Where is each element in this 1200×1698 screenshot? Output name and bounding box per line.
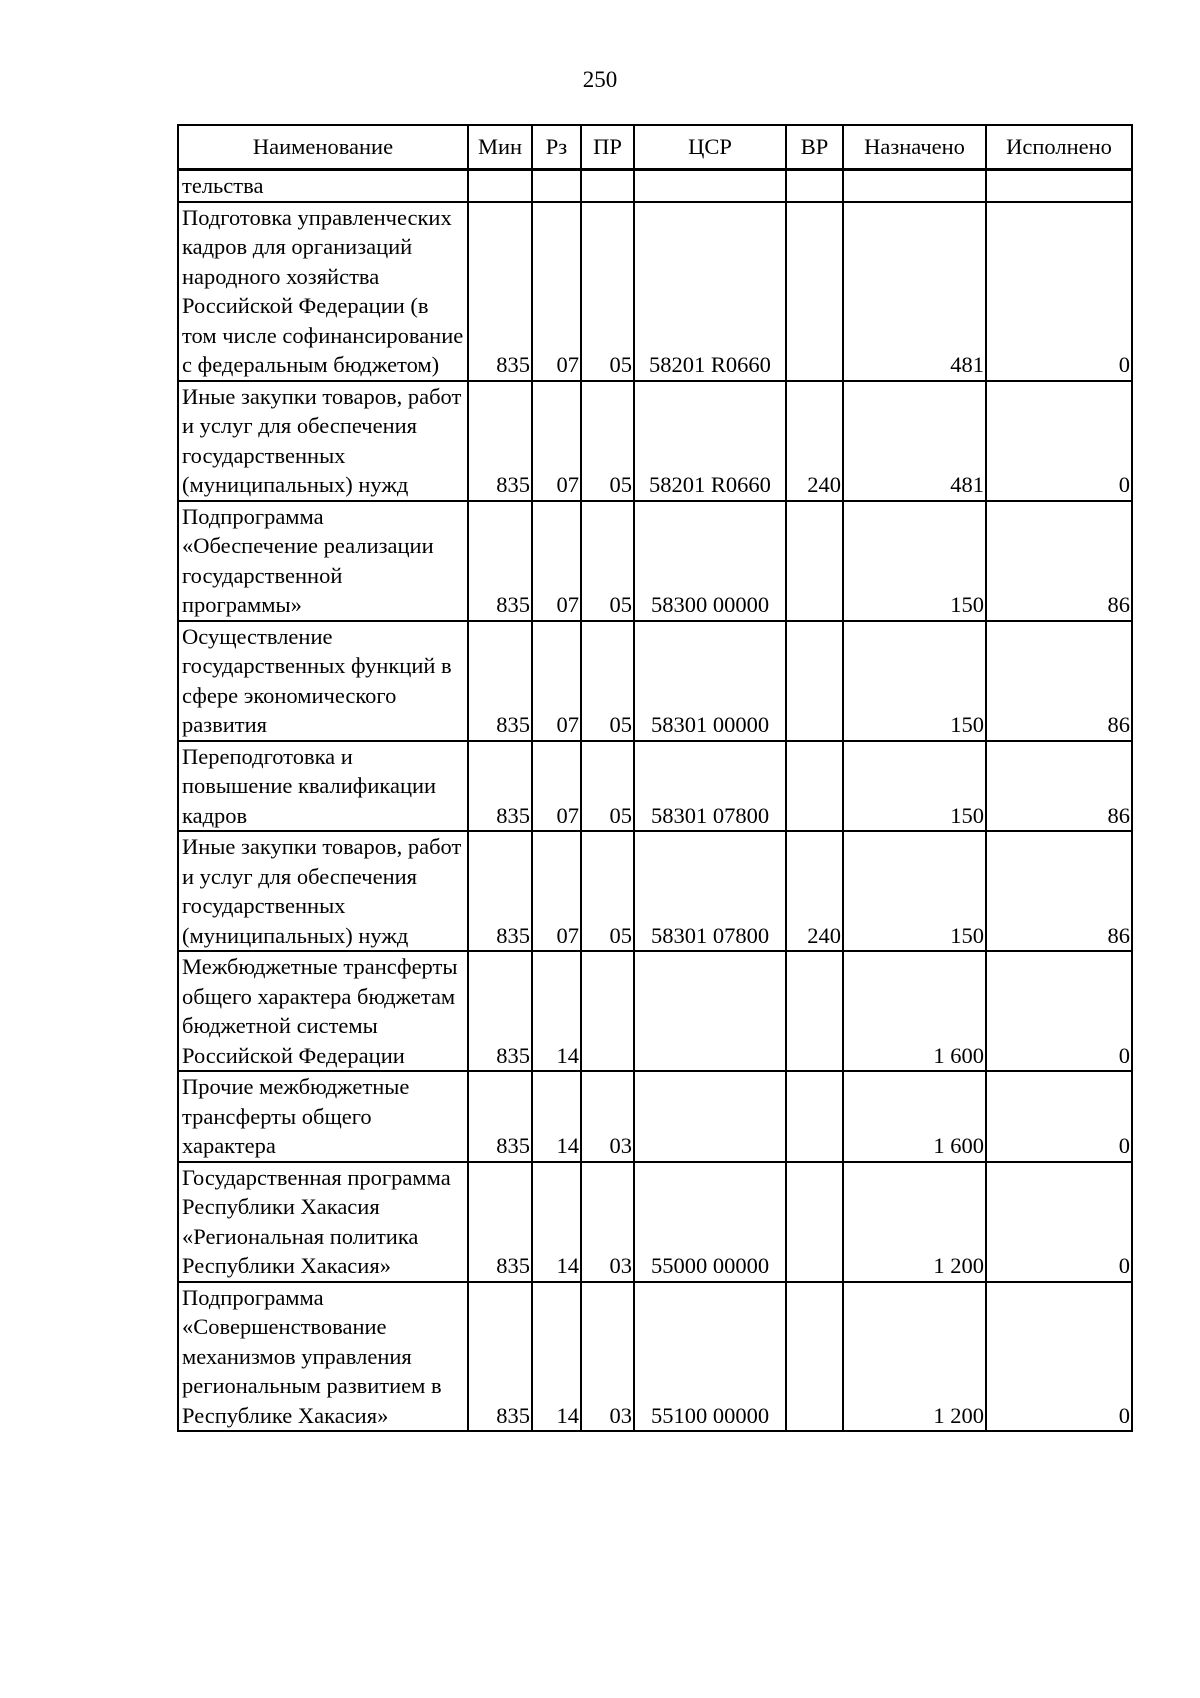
- row-name: тельства: [178, 170, 468, 202]
- row-naznacheno: 150: [843, 831, 986, 951]
- row-name: Иные закупки товаров, работ и услуг для обеспечения государственных (муниципальных) нужд: [178, 831, 468, 951]
- row-naznacheno: 1 200: [843, 1282, 986, 1432]
- row-pr: 05: [581, 501, 634, 621]
- row-csr: 58301 07800: [634, 741, 786, 832]
- header-naznacheno: Назначено: [843, 125, 986, 170]
- row-min: 835: [468, 381, 532, 501]
- table-row: [178, 202, 1132, 381]
- table-row: [178, 501, 1132, 621]
- row-pr: 03: [581, 1282, 634, 1432]
- table-row: [178, 170, 1132, 202]
- row-pr: 05: [581, 621, 634, 741]
- row-csr: 58301 00000: [634, 621, 786, 741]
- row-rz: 14: [532, 1282, 581, 1432]
- row-ispolneno: 0: [986, 202, 1132, 381]
- row-ispolneno: 0: [986, 381, 1132, 501]
- row-rz: 14: [532, 1162, 581, 1282]
- row-csr: 58301 07800: [634, 831, 786, 951]
- row-vr: [786, 501, 843, 621]
- row-min: 835: [468, 202, 532, 381]
- table-header: [178, 125, 1132, 170]
- header-rz: Рз: [532, 125, 581, 170]
- row-vr: [786, 1071, 843, 1162]
- row-name: Подпрограмма «Обеспечение реализации государственной программы»: [178, 501, 468, 621]
- row-ispolneno: 0: [986, 951, 1132, 1071]
- row-min: 835: [468, 501, 532, 621]
- row-naznacheno: [843, 170, 986, 202]
- row-vr: 240: [786, 831, 843, 951]
- row-ispolneno: 0: [986, 1071, 1132, 1162]
- row-pr: [581, 951, 634, 1071]
- row-vr: [786, 170, 843, 202]
- row-min: 835: [468, 951, 532, 1071]
- row-ispolneno: 0: [986, 1282, 1132, 1432]
- row-ispolneno: 86: [986, 621, 1132, 741]
- row-vr: 240: [786, 381, 843, 501]
- row-rz: 07: [532, 741, 581, 832]
- table-row: [178, 741, 1132, 832]
- row-name: Подпрограмма «Совершенствование механизмов управления региональным развитием в Республике Хакасия»: [178, 1282, 468, 1432]
- row-naznacheno: 150: [843, 501, 986, 621]
- row-name: Прочие межбюджетные трансферты общего характера: [178, 1071, 468, 1162]
- row-vr: [786, 621, 843, 741]
- row-csr: 58201 R0660: [634, 202, 786, 381]
- header-pr: ПР: [581, 125, 634, 170]
- row-ispolneno: 86: [986, 741, 1132, 832]
- row-ispolneno: [986, 170, 1132, 202]
- header-vr: ВР: [786, 125, 843, 170]
- row-name: Осуществление государственных функций в сфере экономического развития: [178, 621, 468, 741]
- row-naznacheno: 481: [843, 202, 986, 381]
- row-name: Переподготовка и повышение квалификации кадров: [178, 741, 468, 832]
- row-name: Межбюджетные трансферты общего характера бюджетам бюджетной системы Российской Федерации: [178, 951, 468, 1071]
- row-csr: 58201 R0660: [634, 381, 786, 501]
- row-pr: 05: [581, 202, 634, 381]
- row-csr: [634, 170, 786, 202]
- row-vr: [786, 951, 843, 1071]
- row-naznacheno: 481: [843, 381, 986, 501]
- header-ispolneno: Исполнено: [986, 125, 1132, 170]
- row-csr: 55100 00000: [634, 1282, 786, 1432]
- row-pr: 03: [581, 1071, 634, 1162]
- row-csr: 58300 00000: [634, 501, 786, 621]
- table-row: [178, 381, 1132, 501]
- header-min: Мин: [468, 125, 532, 170]
- table-row: [178, 1162, 1132, 1282]
- row-min: 835: [468, 831, 532, 951]
- row-naznacheno: 150: [843, 741, 986, 832]
- row-min: 835: [468, 741, 532, 832]
- row-csr: [634, 951, 786, 1071]
- row-rz: 07: [532, 381, 581, 501]
- row-min: 835: [468, 1162, 532, 1282]
- header-row: [178, 125, 1132, 170]
- table-body: [178, 170, 1132, 1432]
- row-rz: 07: [532, 831, 581, 951]
- row-pr: 03: [581, 1162, 634, 1282]
- row-name: Иные закупки товаров, работ и услуг для обеспечения государственных (муниципальных) нужд: [178, 381, 468, 501]
- table-row: [178, 1282, 1132, 1432]
- table-row: [178, 621, 1132, 741]
- row-pr: 05: [581, 831, 634, 951]
- row-name: Подготовка управленческих кадров для организаций народного хозяйства Российской Федерации (в том числе софинансирование с федеральным бюджетом): [178, 202, 468, 381]
- row-ispolneno: 86: [986, 501, 1132, 621]
- row-csr: [634, 1071, 786, 1162]
- row-vr: [786, 202, 843, 381]
- row-pr: 05: [581, 381, 634, 501]
- row-pr: [581, 170, 634, 202]
- table-row: [178, 1071, 1132, 1162]
- row-name: Государственная программа Республики Хакасия «Региональная политика Республики Хакасия»: [178, 1162, 468, 1282]
- row-rz: 07: [532, 202, 581, 381]
- row-vr: [786, 1162, 843, 1282]
- row-min: 835: [468, 1071, 532, 1162]
- row-rz: 07: [532, 621, 581, 741]
- row-rz: [532, 170, 581, 202]
- page-number: 250: [582, 67, 618, 92]
- table-row: [178, 951, 1132, 1071]
- budget-table: [177, 124, 1133, 1432]
- row-rz: 07: [532, 501, 581, 621]
- row-min: 835: [468, 621, 532, 741]
- row-vr: [786, 741, 843, 832]
- row-rz: 14: [532, 1071, 581, 1162]
- row-ispolneno: 0: [986, 1162, 1132, 1282]
- table-row: [178, 831, 1132, 951]
- header-csr: ЦСР: [634, 125, 786, 170]
- header-name: Наименование: [178, 125, 468, 170]
- row-naznacheno: 150: [843, 621, 986, 741]
- row-min: 835: [468, 1282, 532, 1432]
- row-naznacheno: 1 600: [843, 1071, 986, 1162]
- row-csr: 55000 00000: [634, 1162, 786, 1282]
- row-ispolneno: 86: [986, 831, 1132, 951]
- row-vr: [786, 1282, 843, 1432]
- row-naznacheno: 1 600: [843, 951, 986, 1071]
- row-rz: 14: [532, 951, 581, 1071]
- row-min: [468, 170, 532, 202]
- row-naznacheno: 1 200: [843, 1162, 986, 1282]
- row-pr: 05: [581, 741, 634, 832]
